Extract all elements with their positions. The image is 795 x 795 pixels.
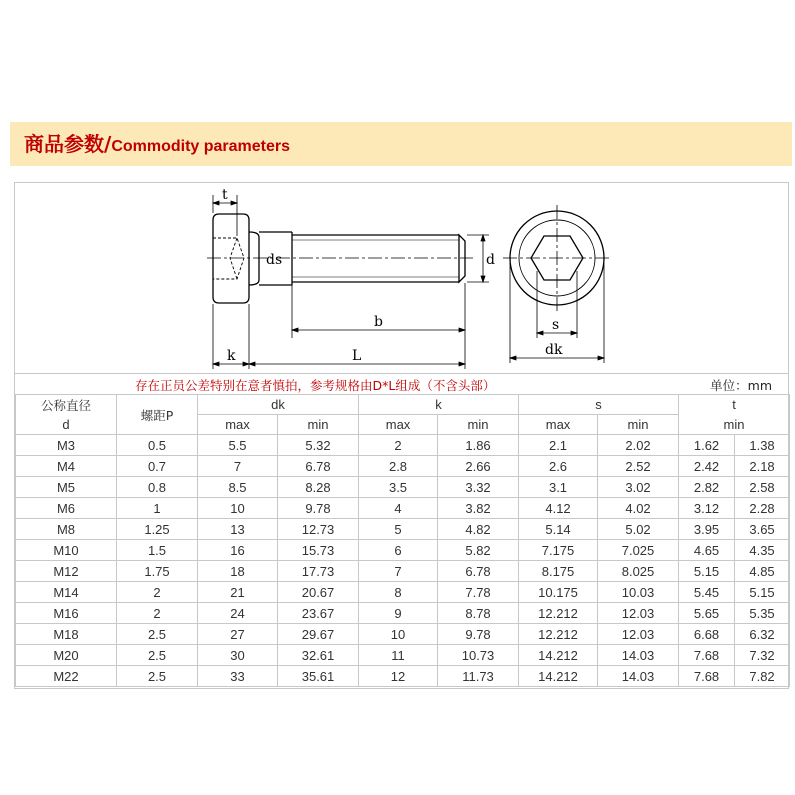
cell-s-max: 2.6 bbox=[519, 456, 598, 477]
header-diameter: 公称直径 bbox=[16, 395, 117, 415]
cell-size: M22 bbox=[16, 666, 117, 687]
cell-size: M4 bbox=[16, 456, 117, 477]
table-row bbox=[16, 519, 790, 540]
cell-t-1: 3.95 bbox=[679, 519, 735, 540]
note-row bbox=[15, 373, 788, 395]
cell-s-max: 12.212 bbox=[519, 603, 598, 624]
cell-k-min: 8.78 bbox=[438, 603, 519, 624]
cell-k-max: 10 bbox=[359, 624, 438, 645]
table-row bbox=[16, 582, 790, 603]
cell-t-2: 1.38 bbox=[735, 435, 790, 456]
cell-pitch: 2 bbox=[117, 603, 198, 624]
cell-t-2: 3.65 bbox=[735, 519, 790, 540]
cell-dk-max: 33 bbox=[198, 666, 278, 687]
cell-pitch: 2 bbox=[117, 582, 198, 603]
cell-pitch: 1.5 bbox=[117, 540, 198, 561]
cell-dk-min: 23.67 bbox=[278, 603, 359, 624]
header-dk-min: min bbox=[278, 415, 359, 435]
cell-s-min: 12.03 bbox=[598, 624, 679, 645]
header-d: d bbox=[16, 415, 117, 435]
cell-s-max: 7.175 bbox=[519, 540, 598, 561]
cell-dk-max: 16 bbox=[198, 540, 278, 561]
cell-s-min: 2.52 bbox=[598, 456, 679, 477]
cell-t-1: 4.65 bbox=[679, 540, 735, 561]
cell-pitch: 1 bbox=[117, 498, 198, 519]
table-row bbox=[16, 498, 790, 519]
cell-k-max: 8 bbox=[359, 582, 438, 603]
cell-s-max: 12.212 bbox=[519, 624, 598, 645]
cell-k-max: 2.8 bbox=[359, 456, 438, 477]
cell-dk-max: 24 bbox=[198, 603, 278, 624]
cell-dk-max: 7 bbox=[198, 456, 278, 477]
cell-k-max: 2 bbox=[359, 435, 438, 456]
banner-title-en: Commodity parameters bbox=[111, 138, 291, 155]
spec-table bbox=[15, 394, 790, 687]
cell-s-min: 8.025 bbox=[598, 561, 679, 582]
cell-dk-min: 15.73 bbox=[278, 540, 359, 561]
table-row bbox=[16, 561, 790, 582]
header-pitch: 螺距P bbox=[117, 395, 198, 435]
cell-s-max: 14.212 bbox=[519, 645, 598, 666]
header-s-min: min bbox=[598, 415, 679, 435]
cell-t-2: 6.32 bbox=[735, 624, 790, 645]
cell-dk-min: 8.28 bbox=[278, 477, 359, 498]
cell-k-min: 4.82 bbox=[438, 519, 519, 540]
cell-t-2: 2.28 bbox=[735, 498, 790, 519]
header-s-max: max bbox=[519, 415, 598, 435]
cell-t-2: 5.15 bbox=[735, 582, 790, 603]
cell-size: M10 bbox=[16, 540, 117, 561]
header-k-min: min bbox=[438, 415, 519, 435]
cell-size: M18 bbox=[16, 624, 117, 645]
header-dk-max: max bbox=[198, 415, 278, 435]
cell-s-max: 14.212 bbox=[519, 666, 598, 687]
cell-size: M3 bbox=[16, 435, 117, 456]
cell-k-max: 9 bbox=[359, 603, 438, 624]
cell-dk-max: 30 bbox=[198, 645, 278, 666]
cell-t-2: 7.82 bbox=[735, 666, 790, 687]
cell-s-min: 7.025 bbox=[598, 540, 679, 561]
screw-diagram bbox=[15, 183, 788, 373]
cell-pitch: 1.75 bbox=[117, 561, 198, 582]
label-s: s bbox=[552, 317, 560, 333]
table-row bbox=[16, 540, 790, 561]
cell-t-1: 5.15 bbox=[679, 561, 735, 582]
table-row bbox=[16, 645, 790, 666]
label-k: k bbox=[227, 348, 236, 364]
cell-t-2: 7.32 bbox=[735, 645, 790, 666]
cell-size: M5 bbox=[16, 477, 117, 498]
table-row bbox=[16, 456, 790, 477]
cell-t-1: 3.12 bbox=[679, 498, 735, 519]
cell-k-min: 3.82 bbox=[438, 498, 519, 519]
cell-dk-min: 5.32 bbox=[278, 435, 359, 456]
cell-s-min: 12.03 bbox=[598, 603, 679, 624]
unit-label: 单位：mm bbox=[710, 378, 772, 393]
label-t: t bbox=[222, 187, 228, 203]
cell-dk-min: 17.73 bbox=[278, 561, 359, 582]
cell-k-min: 11.73 bbox=[438, 666, 519, 687]
cell-size: M20 bbox=[16, 645, 117, 666]
cell-dk-min: 20.67 bbox=[278, 582, 359, 603]
cell-t-1: 2.82 bbox=[679, 477, 735, 498]
cell-s-min: 4.02 bbox=[598, 498, 679, 519]
label-d: d bbox=[486, 252, 495, 268]
cell-k-min: 2.66 bbox=[438, 456, 519, 477]
table-row bbox=[16, 477, 790, 498]
cell-dk-min: 12.73 bbox=[278, 519, 359, 540]
cell-k-min: 6.78 bbox=[438, 561, 519, 582]
cell-s-min: 5.02 bbox=[598, 519, 679, 540]
table-row bbox=[16, 603, 790, 624]
cell-s-max: 2.1 bbox=[519, 435, 598, 456]
cell-t-2: 2.58 bbox=[735, 477, 790, 498]
header-k: k bbox=[359, 395, 519, 415]
cell-s-max: 10.175 bbox=[519, 582, 598, 603]
header-t-min: min bbox=[679, 415, 790, 435]
cell-k-min: 5.82 bbox=[438, 540, 519, 561]
cell-k-min: 9.78 bbox=[438, 624, 519, 645]
cell-pitch: 0.7 bbox=[117, 456, 198, 477]
label-b: b bbox=[374, 314, 383, 330]
cell-k-min: 10.73 bbox=[438, 645, 519, 666]
cell-dk-max: 13 bbox=[198, 519, 278, 540]
cell-k-min: 3.32 bbox=[438, 477, 519, 498]
cell-t-1: 7.68 bbox=[679, 666, 735, 687]
cell-size: M6 bbox=[16, 498, 117, 519]
tolerance-note: 存在正员公差特别在意者慎拍，参考规格由D*L组成（不含头部） bbox=[135, 378, 496, 393]
cell-dk-max: 8.5 bbox=[198, 477, 278, 498]
header-s: s bbox=[519, 395, 679, 415]
cell-s-max: 8.175 bbox=[519, 561, 598, 582]
table-row bbox=[16, 435, 790, 456]
cell-s-min: 2.02 bbox=[598, 435, 679, 456]
cell-k-max: 3.5 bbox=[359, 477, 438, 498]
cell-size: M16 bbox=[16, 603, 117, 624]
cell-t-2: 4.35 bbox=[735, 540, 790, 561]
cell-k-min: 7.78 bbox=[438, 582, 519, 603]
cell-k-max: 7 bbox=[359, 561, 438, 582]
cell-size: M14 bbox=[16, 582, 117, 603]
cell-dk-max: 27 bbox=[198, 624, 278, 645]
cell-size: M8 bbox=[16, 519, 117, 540]
label-dk: dk bbox=[545, 342, 563, 358]
cell-k-max: 5 bbox=[359, 519, 438, 540]
cell-t-2: 2.18 bbox=[735, 456, 790, 477]
header-t: t bbox=[679, 395, 790, 415]
cell-size: M12 bbox=[16, 561, 117, 582]
screw-neck bbox=[249, 232, 259, 285]
cell-dk-max: 18 bbox=[198, 561, 278, 582]
cell-s-max: 3.1 bbox=[519, 477, 598, 498]
cell-s-max: 4.12 bbox=[519, 498, 598, 519]
cell-pitch: 2.5 bbox=[117, 624, 198, 645]
label-ds: ds bbox=[266, 252, 283, 268]
cell-dk-max: 21 bbox=[198, 582, 278, 603]
cell-t-1: 2.42 bbox=[679, 456, 735, 477]
table-row bbox=[16, 666, 790, 687]
cell-s-min: 14.03 bbox=[598, 645, 679, 666]
cell-dk-max: 10 bbox=[198, 498, 278, 519]
header-dk: dk bbox=[198, 395, 359, 415]
cell-s-min: 14.03 bbox=[598, 666, 679, 687]
label-L: L bbox=[352, 348, 362, 364]
cell-pitch: 2.5 bbox=[117, 666, 198, 687]
cell-t-1: 6.68 bbox=[679, 624, 735, 645]
header-k-max: max bbox=[359, 415, 438, 435]
cell-k-max: 4 bbox=[359, 498, 438, 519]
cell-t-1: 7.68 bbox=[679, 645, 735, 666]
cell-dk-min: 6.78 bbox=[278, 456, 359, 477]
cell-pitch: 2.5 bbox=[117, 645, 198, 666]
cell-dk-min: 35.61 bbox=[278, 666, 359, 687]
cell-pitch: 0.5 bbox=[117, 435, 198, 456]
cell-t-2: 5.35 bbox=[735, 603, 790, 624]
cell-pitch: 0.8 bbox=[117, 477, 198, 498]
cell-dk-min: 29.67 bbox=[278, 624, 359, 645]
banner-title-zh: 商品参数/ bbox=[24, 132, 112, 156]
cell-s-min: 10.03 bbox=[598, 582, 679, 603]
cell-k-max: 11 bbox=[359, 645, 438, 666]
cell-dk-max: 5.5 bbox=[198, 435, 278, 456]
cell-t-1: 1.62 bbox=[679, 435, 735, 456]
cell-t-1: 5.65 bbox=[679, 603, 735, 624]
cell-pitch: 1.25 bbox=[117, 519, 198, 540]
cell-k-max: 6 bbox=[359, 540, 438, 561]
table-row bbox=[16, 624, 790, 645]
cell-dk-min: 9.78 bbox=[278, 498, 359, 519]
cell-dk-min: 32.61 bbox=[278, 645, 359, 666]
cell-s-max: 5.14 bbox=[519, 519, 598, 540]
cell-k-min: 1.86 bbox=[438, 435, 519, 456]
cell-k-max: 12 bbox=[359, 666, 438, 687]
cell-t-2: 4.85 bbox=[735, 561, 790, 582]
section-banner bbox=[10, 122, 792, 166]
cell-t-1: 5.45 bbox=[679, 582, 735, 603]
cell-s-min: 3.02 bbox=[598, 477, 679, 498]
